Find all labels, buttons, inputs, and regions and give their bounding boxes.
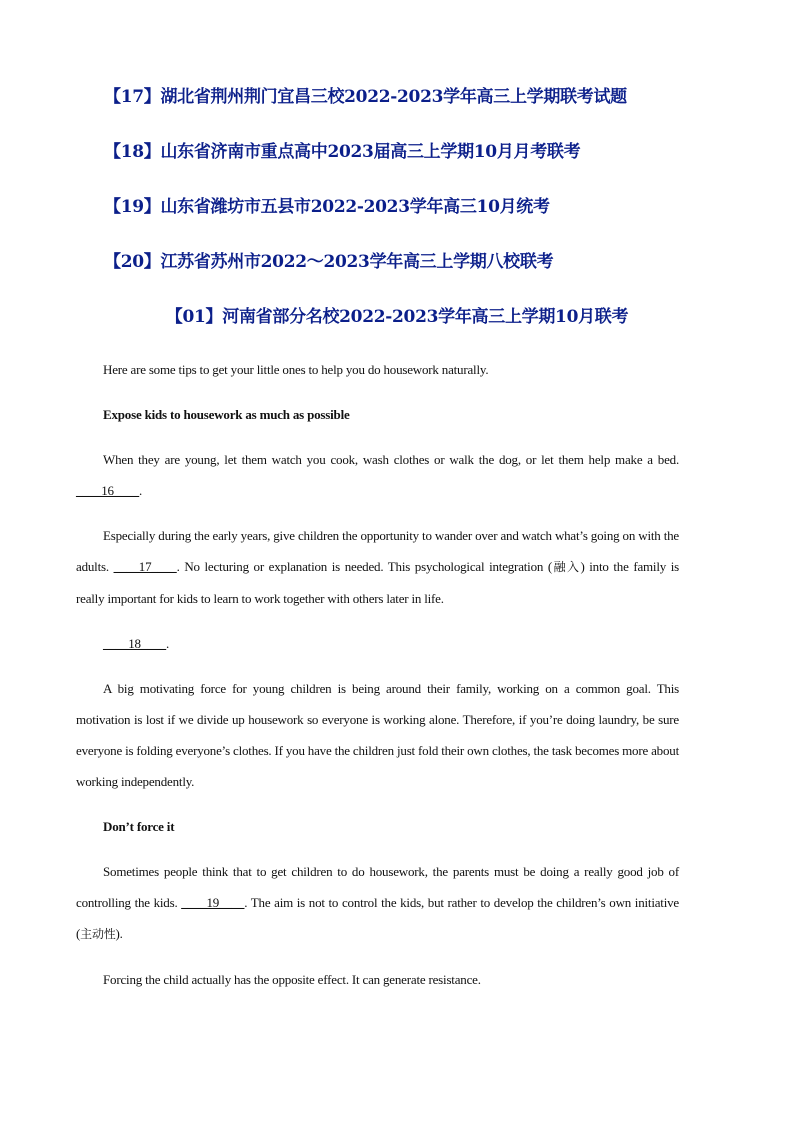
toc-item-18[interactable]: 【18】山东省济南市重点高中2023届高三上学期10月月考联考 (104, 142, 581, 162)
blank-16: ____16____ (76, 483, 140, 498)
paragraph-1-text: When they are young, let them watch you cook, wash clothes or walk the dog, or let them help make a bed. (103, 452, 679, 467)
paragraph-5 (76, 856, 679, 950)
heading-dont-force: Don’t force it (103, 819, 175, 834)
paragraph-5-end: ). (115, 926, 123, 941)
section-title: 【01】河南省部分名校2022-2023学年高三上学期10月联考 (165, 307, 629, 327)
related-exams-list (104, 84, 627, 304)
paragraph-2-chinese-gloss: 融入 (552, 560, 581, 574)
paragraph-3-end: . (166, 636, 170, 651)
toc-item-19[interactable]: 【19】山东省潍坊市五县市2022-2023学年高三10月统考 (104, 197, 550, 217)
blank-19: ____19____ (181, 895, 245, 910)
paragraph-2-text: Especially during the early years, give children the opportunity to wander over and watch what’s going on with the adults. (76, 528, 679, 574)
paragraph-2 (76, 520, 679, 614)
paragraph-2-mid: . No lecturing or explanation is needed. This psychological integration ( (176, 559, 552, 574)
paragraph-5-chinese-gloss: 主动性 (80, 927, 116, 941)
toc-item-17[interactable]: 【17】湖北省荆州荆门宜昌三校2022-2023学年高三上学期联考试题 (104, 87, 627, 107)
paragraph-1-end: . (139, 483, 143, 498)
blank-18: ____18____ (103, 636, 167, 651)
toc-item-20[interactable]: 【20】江苏省苏州市2022～2023学年高三上学期八校联考 (104, 252, 554, 272)
paragraph-3 (76, 628, 679, 659)
blank-17: ____17____ (113, 559, 177, 574)
intro-paragraph: Here are some tips to get your little ones to help you do housework naturally. (103, 362, 489, 377)
paragraph-5-text: Sometimes people think that to get children to do housework, the parents must be doing a really good job of controlling the kids. (76, 864, 679, 910)
heading-expose: Expose kids to housework as much as possible (103, 407, 350, 422)
paragraph-2-end: ) into the family is really important for kids to learn to work together with others later in life. (76, 559, 679, 606)
paragraph-5-mid: . The aim is not to control the kids, but rather to develop the children’s own initiative ( (76, 895, 680, 941)
paragraph-1 (76, 444, 679, 506)
paragraph-6: Forcing the child actually has the opposite effect. It can generate resistance. (103, 972, 481, 987)
paragraph-4: A big motivating force for young children is being around their family, working on a common goal. This motivation is lost if we divide up housework so everyone is working alone. Therefore, if you’re doing laundry, be sure everyone is folding everyone’s clothes. If you have the children just fold their own clothes, the task becomes more about working independently. (76, 681, 679, 789)
passage (76, 354, 679, 995)
